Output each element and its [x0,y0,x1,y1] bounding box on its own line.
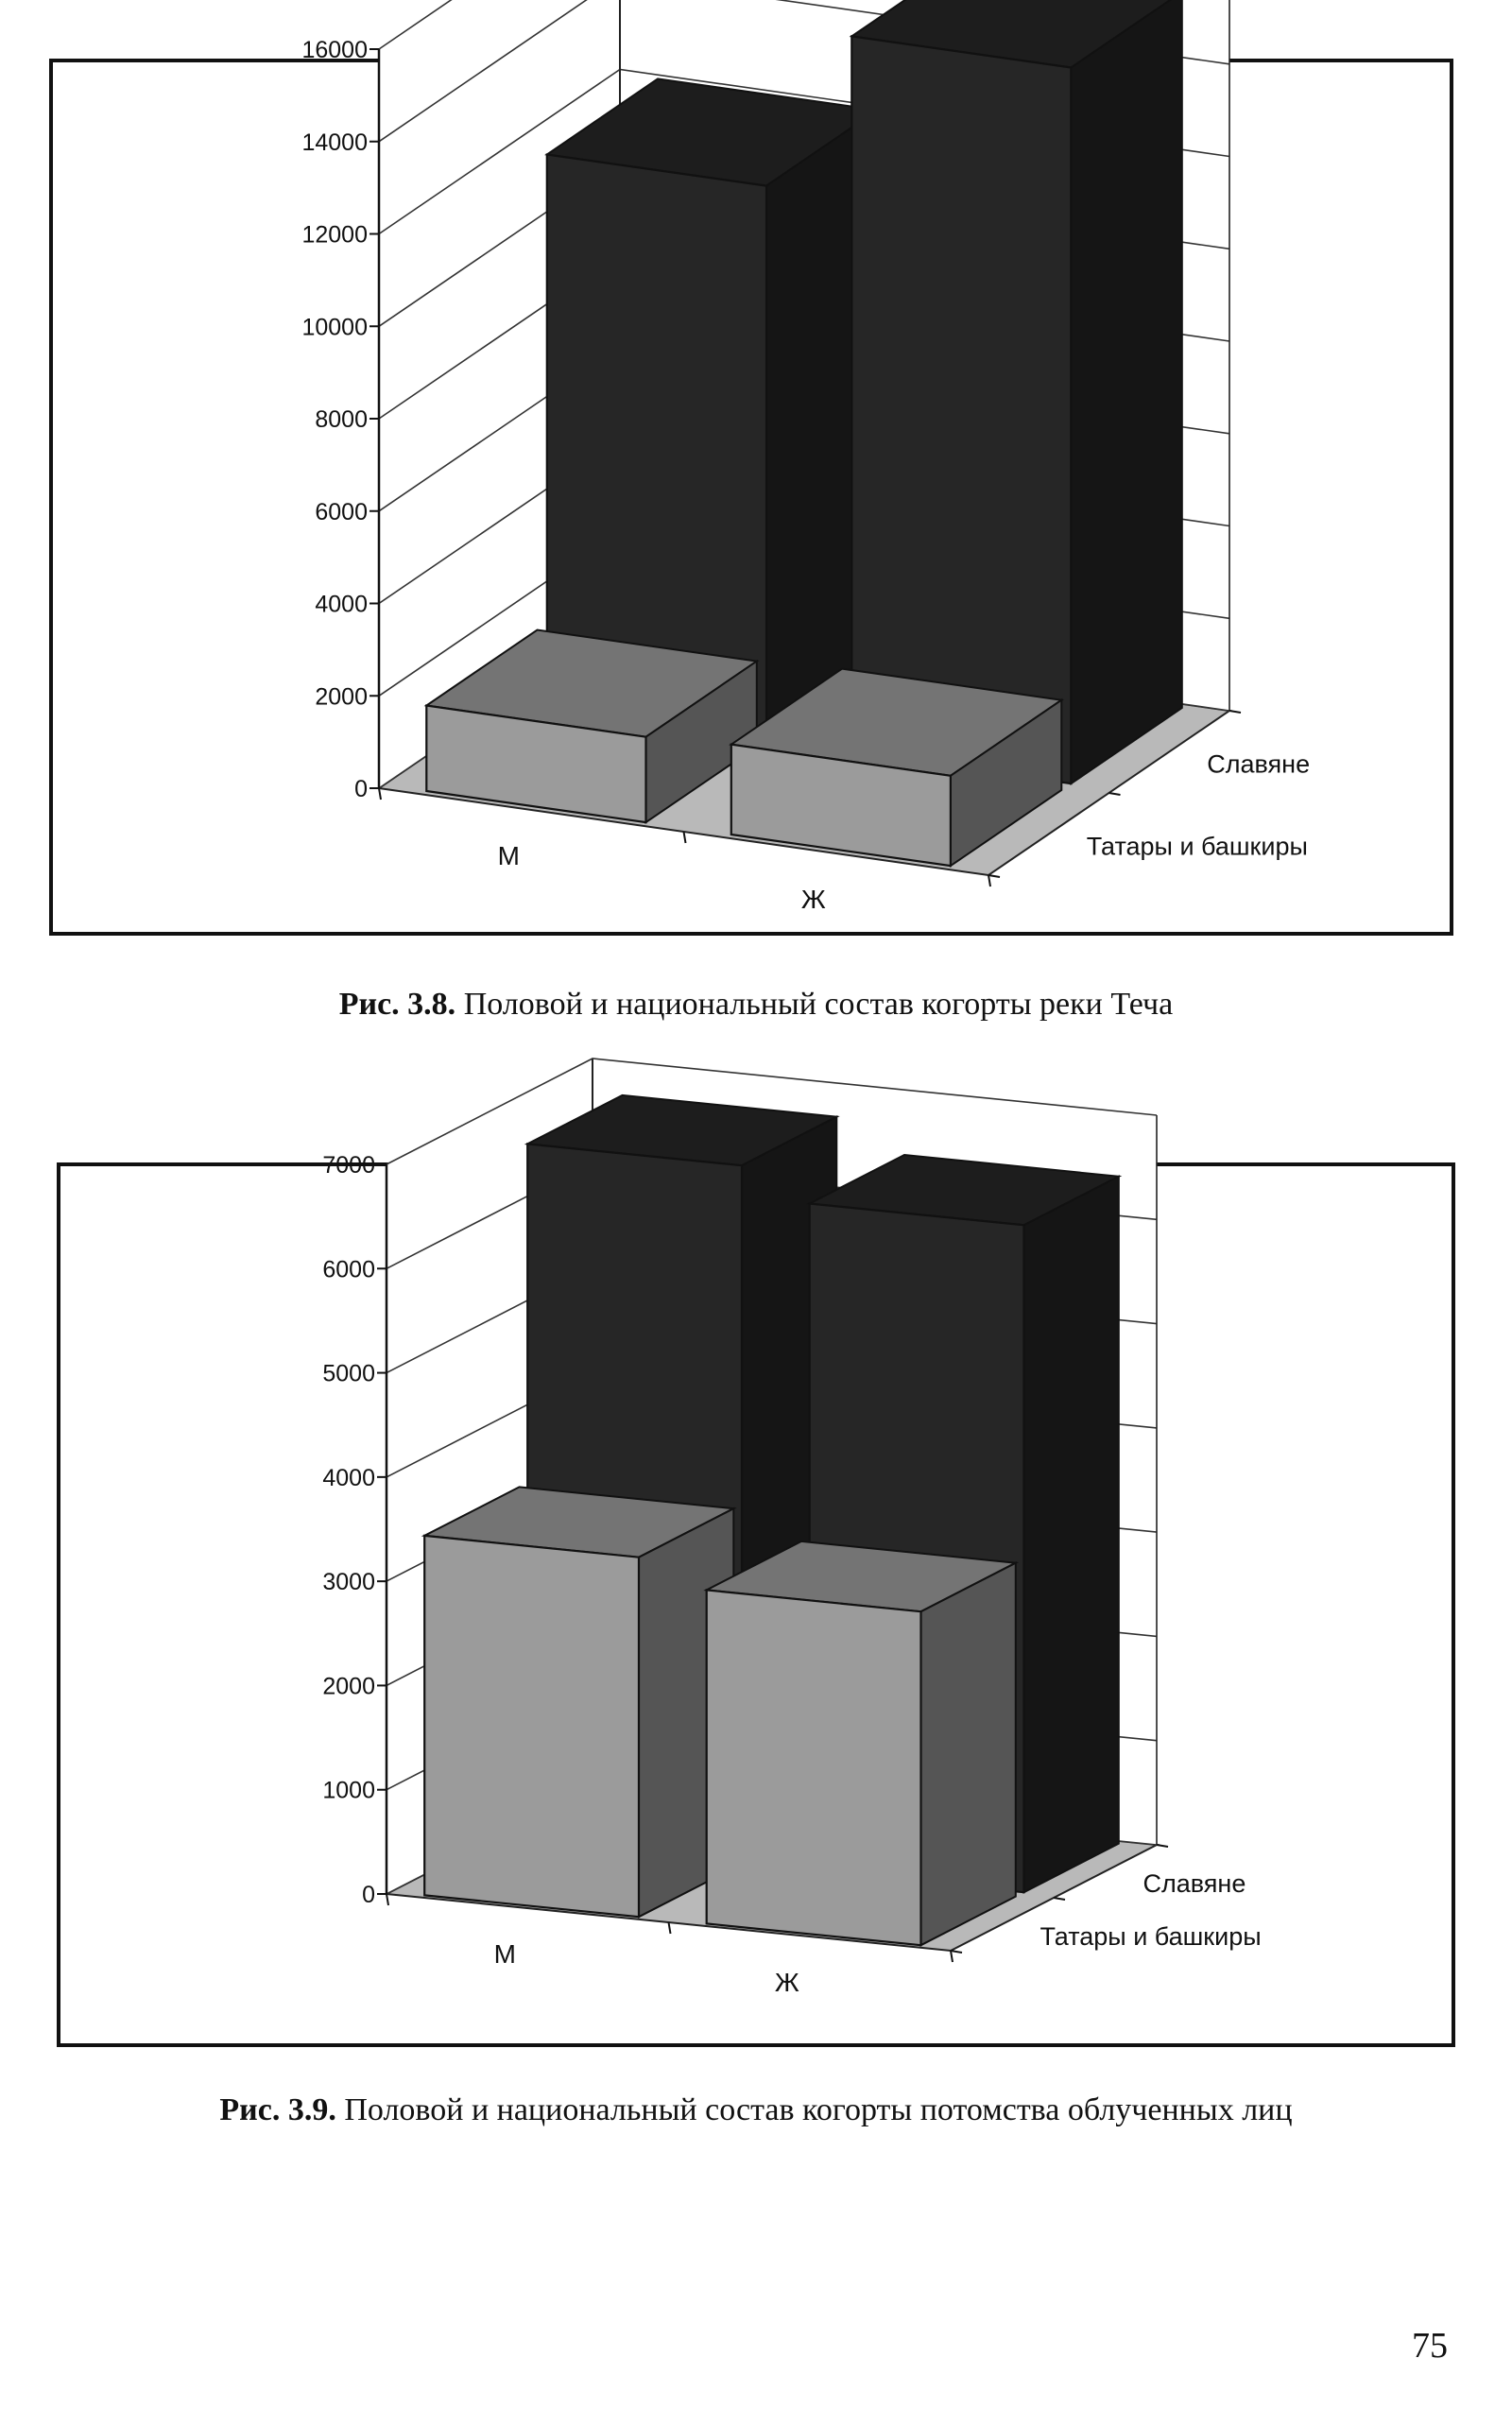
y-tick-label: 14000 [301,129,368,156]
figure-3-9-caption-number: Рис. 3.9. [219,2092,336,2127]
y-tick-label: 0 [362,1882,375,1908]
y-tick-label: 6000 [322,1256,375,1283]
figure-3-8-frame [49,37,1453,936]
y-tick-label: 7000 [322,1152,375,1179]
series-label: Славяне [1143,1869,1246,1898]
figure-3-9-caption [0,2089,1512,2132]
y-tick-label: 16000 [301,37,368,63]
series-label: Славяне [1207,749,1311,779]
y-tick-label: 3000 [322,1569,375,1596]
x-tick [669,1922,671,1934]
series-label: Татары и башкиры [1040,1922,1262,1951]
y-tick-label: 10000 [301,314,368,341]
depth-tick [988,875,1000,877]
depth-tick [951,1951,962,1953]
bar-front [707,1590,921,1945]
y-tick-label: 4000 [322,1464,375,1491]
bar-side [1071,0,1181,783]
bar-front [851,36,1071,783]
figure-3-8-caption-number: Рис. 3.8. [338,987,456,1022]
y-tick-label: 8000 [315,406,368,433]
bar-side [921,1563,1016,1946]
x-tick [387,1894,388,1905]
y-tick-label: 2000 [315,683,368,711]
depth-tick [1157,1845,1168,1847]
y-tick-label: 4000 [315,591,368,618]
series-label: Татары и башкиры [1086,832,1308,861]
chart-3-9 [60,1152,1452,2043]
bar-front [424,1536,639,1917]
page-number: 75 [1412,2326,1448,2366]
depth-tick [1109,793,1121,795]
figure-3-8-caption-text: Половой и национальный состав когорты реки Теча [463,987,1174,1022]
y-tick-label: 0 [354,776,368,802]
figure-3-9-caption-text: Половой и национальный состав когорты потомства облученных лиц [344,2092,1293,2127]
x-tick-label: М [497,841,520,870]
y-tick-label: 12000 [301,221,368,249]
x-tick [951,1951,953,1962]
x-tick [379,788,381,800]
figure-3-9-frame [57,1152,1455,2047]
depth-tick [1229,711,1241,713]
x-tick [988,875,990,887]
x-tick-label: М [493,1939,516,1969]
x-tick-label: Ж [774,1968,799,1997]
y-tick-label: 6000 [315,498,368,525]
y-tick-label: 1000 [322,1777,375,1804]
x-tick [684,832,686,843]
y-tick-label: 2000 [322,1673,375,1700]
chart-3-8 [53,37,1450,932]
figure-3-8-caption [0,983,1512,1026]
x-tick-label: Ж [800,885,826,914]
bar-side [1024,1177,1119,1892]
y-tick-label: 5000 [322,1360,375,1387]
depth-tick [1054,1898,1065,1900]
